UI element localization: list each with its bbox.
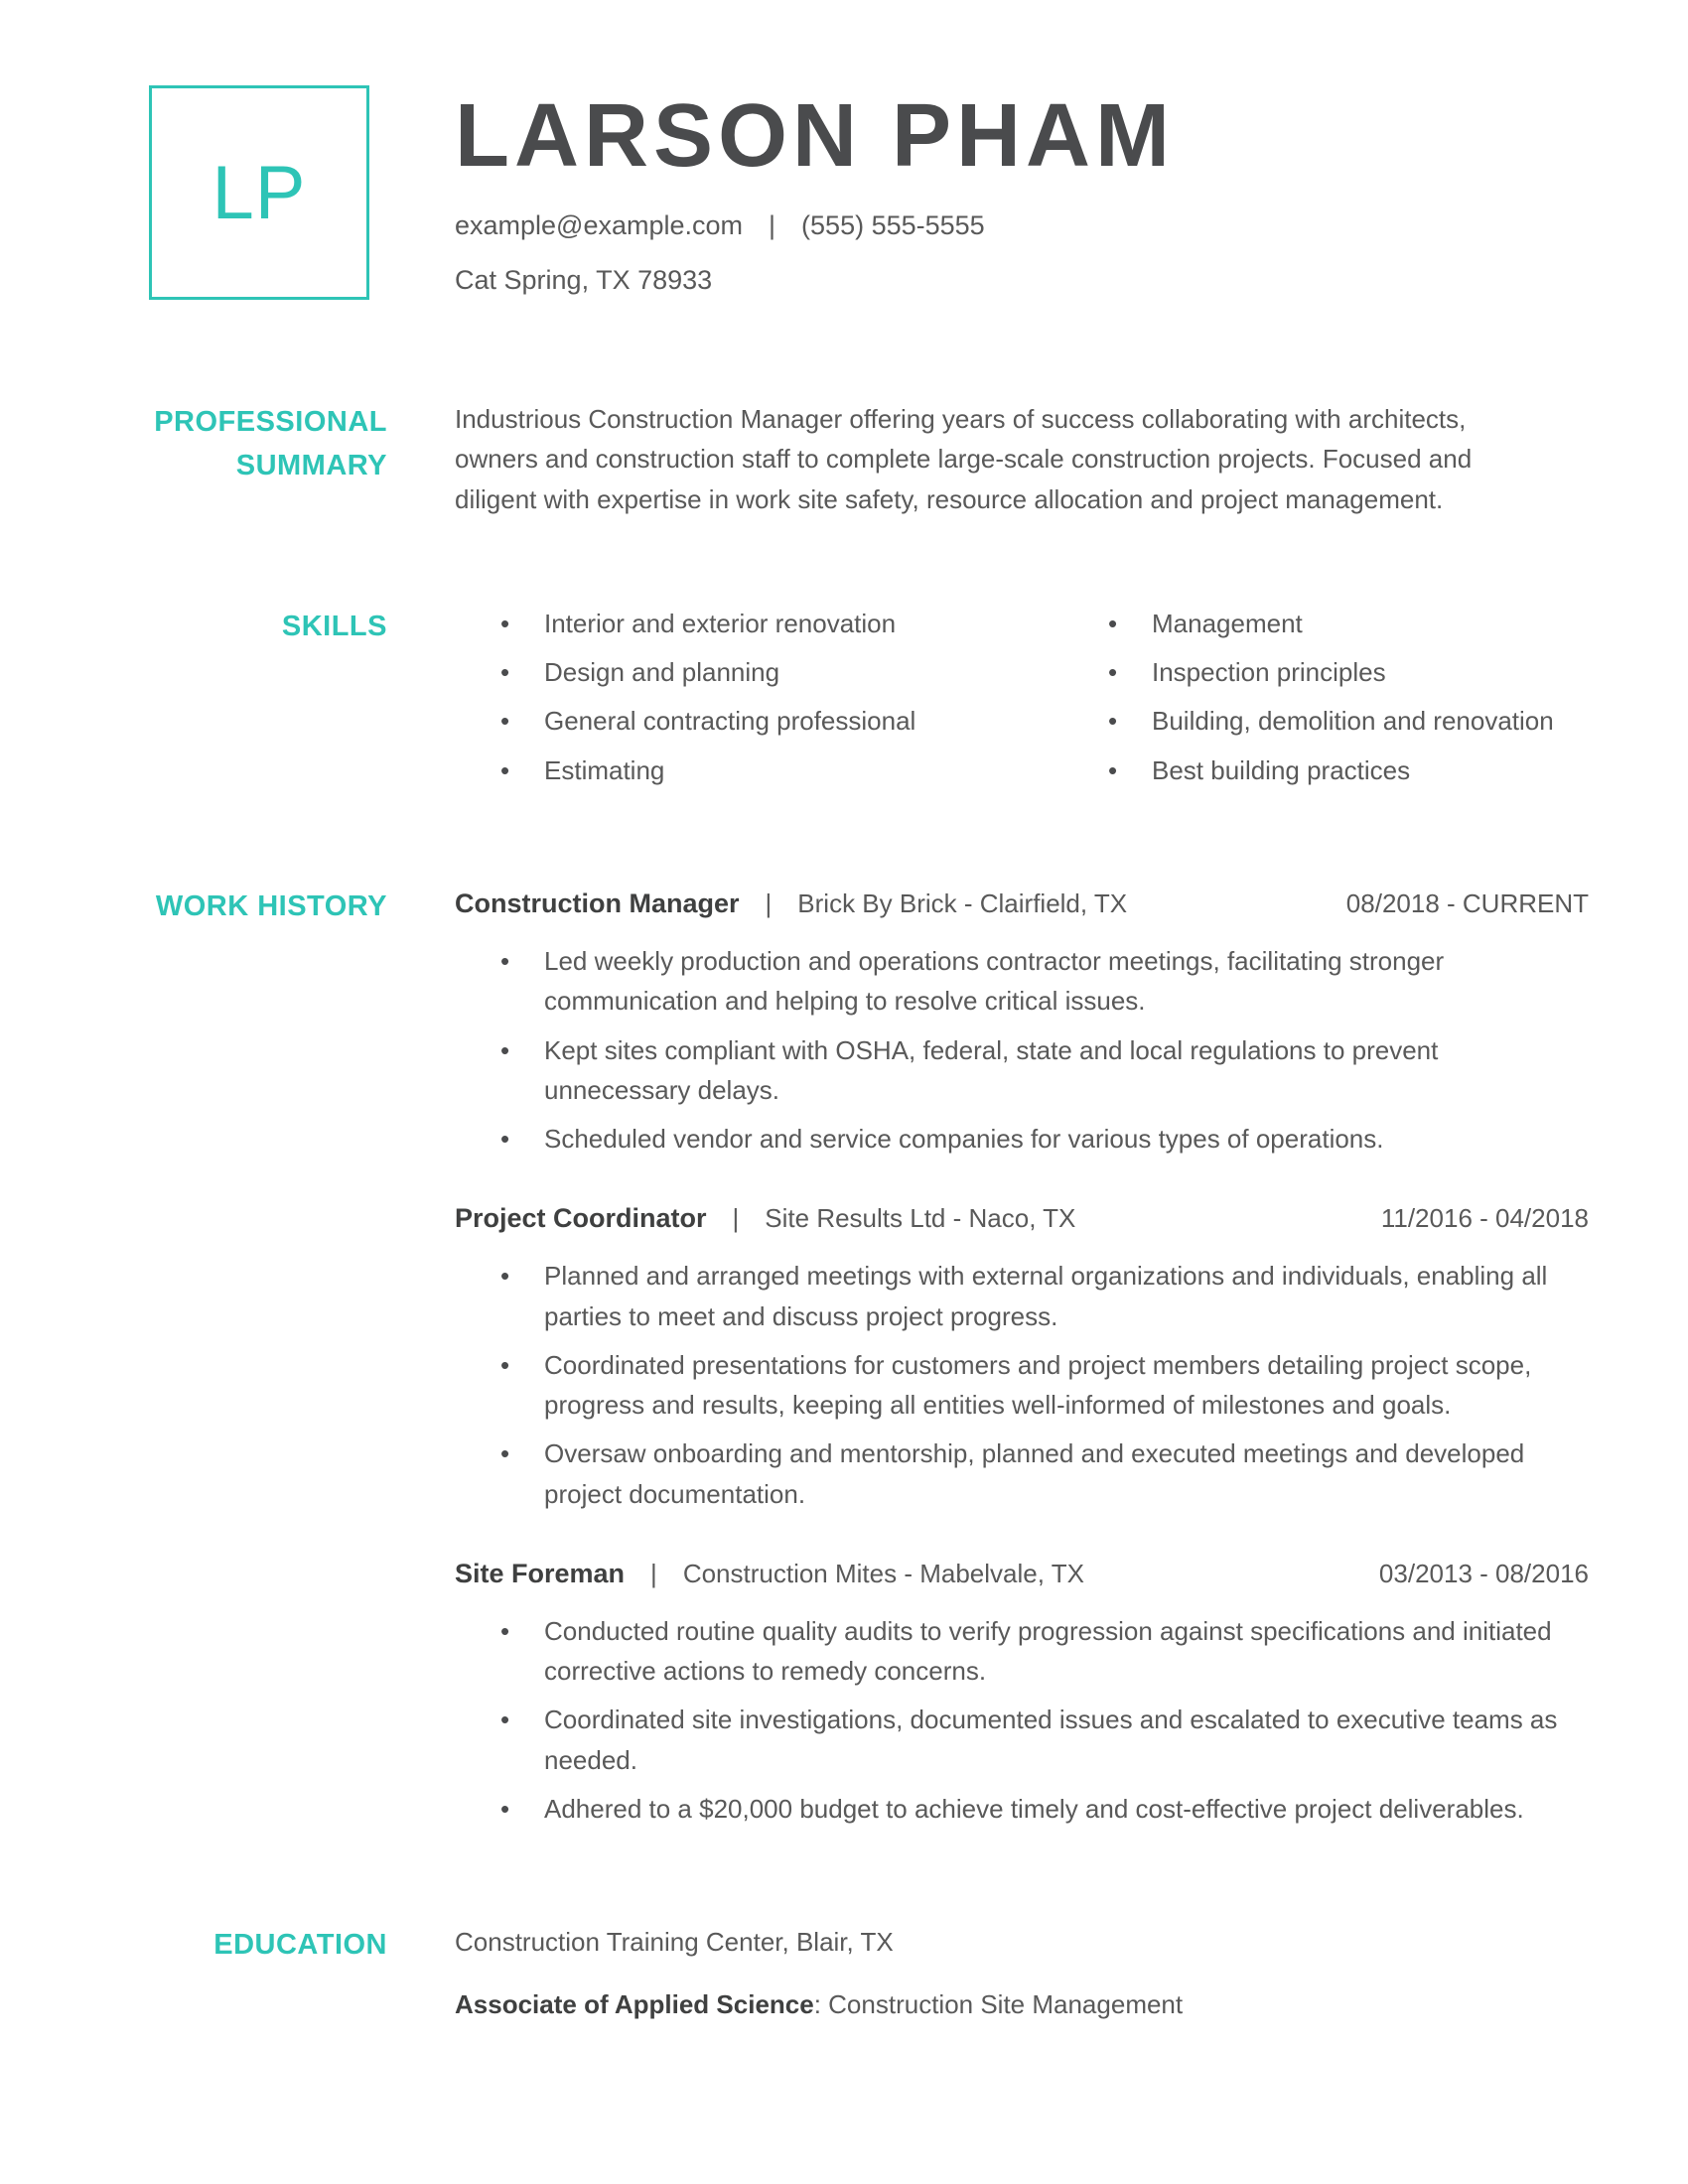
job-company: Construction Mites - Mabelvale, TX [682,1559,1084,1589]
job-entry [455,1198,1589,1514]
monogram-initials: LP [211,150,307,235]
education-content [455,1922,1589,2024]
job-bullets [455,1611,1589,1829]
job-bullet: • Conducted routine quality audits to verify progression against specifications and initiated corrective actions to remedy concerns. [455,1611,1589,1692]
work-history-content [455,884,1589,1838]
section-skills [149,604,1589,799]
job-company: Site Results Ltd - Naco, TX [765,1203,1076,1234]
job-dates: 03/2013 - 08/2016 [1378,1559,1589,1589]
job-bullet: • Scheduled vendor and service companies for various types of operations. [455,1119,1589,1159]
section-label-education: EDUCATION [213,1929,387,1962]
address-text: Cat Spring, TX 78933 [455,265,713,295]
job-separator: | [765,888,773,919]
skill-item: • Best building practices [1062,751,1589,790]
summary-content [455,399,1589,519]
skill-item: • Estimating [455,751,1062,790]
education-degree-detail: : Construction Site Management [813,1988,1184,2019]
section-label-summary: PROFESSIONAL SUMMARY [154,406,387,481]
skill-item: • Management [1062,604,1589,643]
job-title: Site Foreman [455,1559,626,1589]
skills-column-2 [1062,604,1589,799]
email-text: example@example.com [455,210,744,240]
job-header [455,1198,1589,1240]
phone-text: (555) 555-5555 [801,210,985,240]
contact-separator: | [769,210,776,240]
skill-item: • Inspection principles [1062,652,1589,692]
job-dates: 11/2016 - 04/2018 [1380,1203,1589,1234]
job-bullet: • Oversaw onboarding and mentorship, planned and executed meetings and developed project documentation. [455,1433,1589,1514]
job-title: Construction Manager [455,888,740,919]
skills-column-1 [455,604,1062,799]
job-bullets [455,941,1589,1159]
monogram-box [149,85,369,300]
contact-line [455,210,1175,241]
job-bullet: • Coordinated presentations for customers and project members detailing project scope, progress and results, keeping all entities well-informed of milestones and goals. [455,1345,1589,1426]
job-bullet: • Planned and arranged meetings with external organizations and individuals, enabling all parties to meet and discuss project progress. [455,1256,1589,1336]
job-bullet: • Kept sites compliant with OSHA, federal, state and local regulations to prevent unnecessary delays. [455,1030,1589,1111]
section-label-work-history: WORK HISTORY [155,890,387,923]
job-header [455,884,1589,925]
education-degree-line [455,1984,1589,2024]
job-company: Brick By Brick - Clairfield, TX [797,888,1128,919]
skill-item: • Interior and exterior renovation [455,604,1062,643]
candidate-name: LARSON PHAM [455,86,1175,186]
section-education [149,1922,1589,2024]
skill-item: • Design and planning [455,652,1062,692]
job-title: Project Coordinator [455,1203,707,1234]
job-separator: | [650,1559,657,1589]
skill-item: • General contracting professional [455,701,1062,741]
job-header [455,1554,1589,1595]
section-work-history [149,884,1589,1838]
education-school: Construction Training Center, Blair, TX [455,1927,894,1958]
job-dates: 08/2018 - CURRENT [1345,888,1589,919]
header-text [455,85,1175,296]
skill-item: • Building, demolition and renovation [1062,701,1589,741]
job-entry [455,884,1589,1159]
job-bullet: • Led weekly production and operations contractor meetings, facilitating stronger communication and helping to resolve critical issues. [455,941,1589,1022]
job-entry [455,1554,1589,1829]
job-bullet: • Coordinated site investigations, documented issues and escalated to executive teams as needed. [455,1700,1589,1780]
skills-content [455,604,1589,799]
job-separator: | [732,1203,740,1234]
section-professional-summary [149,399,1589,519]
resume-header [149,85,1589,300]
summary-text: Industrious Construction Manager offering years of success collaborating with architects, owners and construction staff to complete large-scale construction projects. Focused and diligent with expertise in work site safety, resource allocation and project management. [455,404,1473,514]
section-label-skills: SKILLS [281,610,387,642]
job-bullets [455,1256,1589,1514]
job-bullet: • Adhered to a $20,000 budget to achieve timely and cost-effective project deliverables. [455,1789,1589,1829]
education-degree: Associate of Applied Science [455,1988,814,2019]
